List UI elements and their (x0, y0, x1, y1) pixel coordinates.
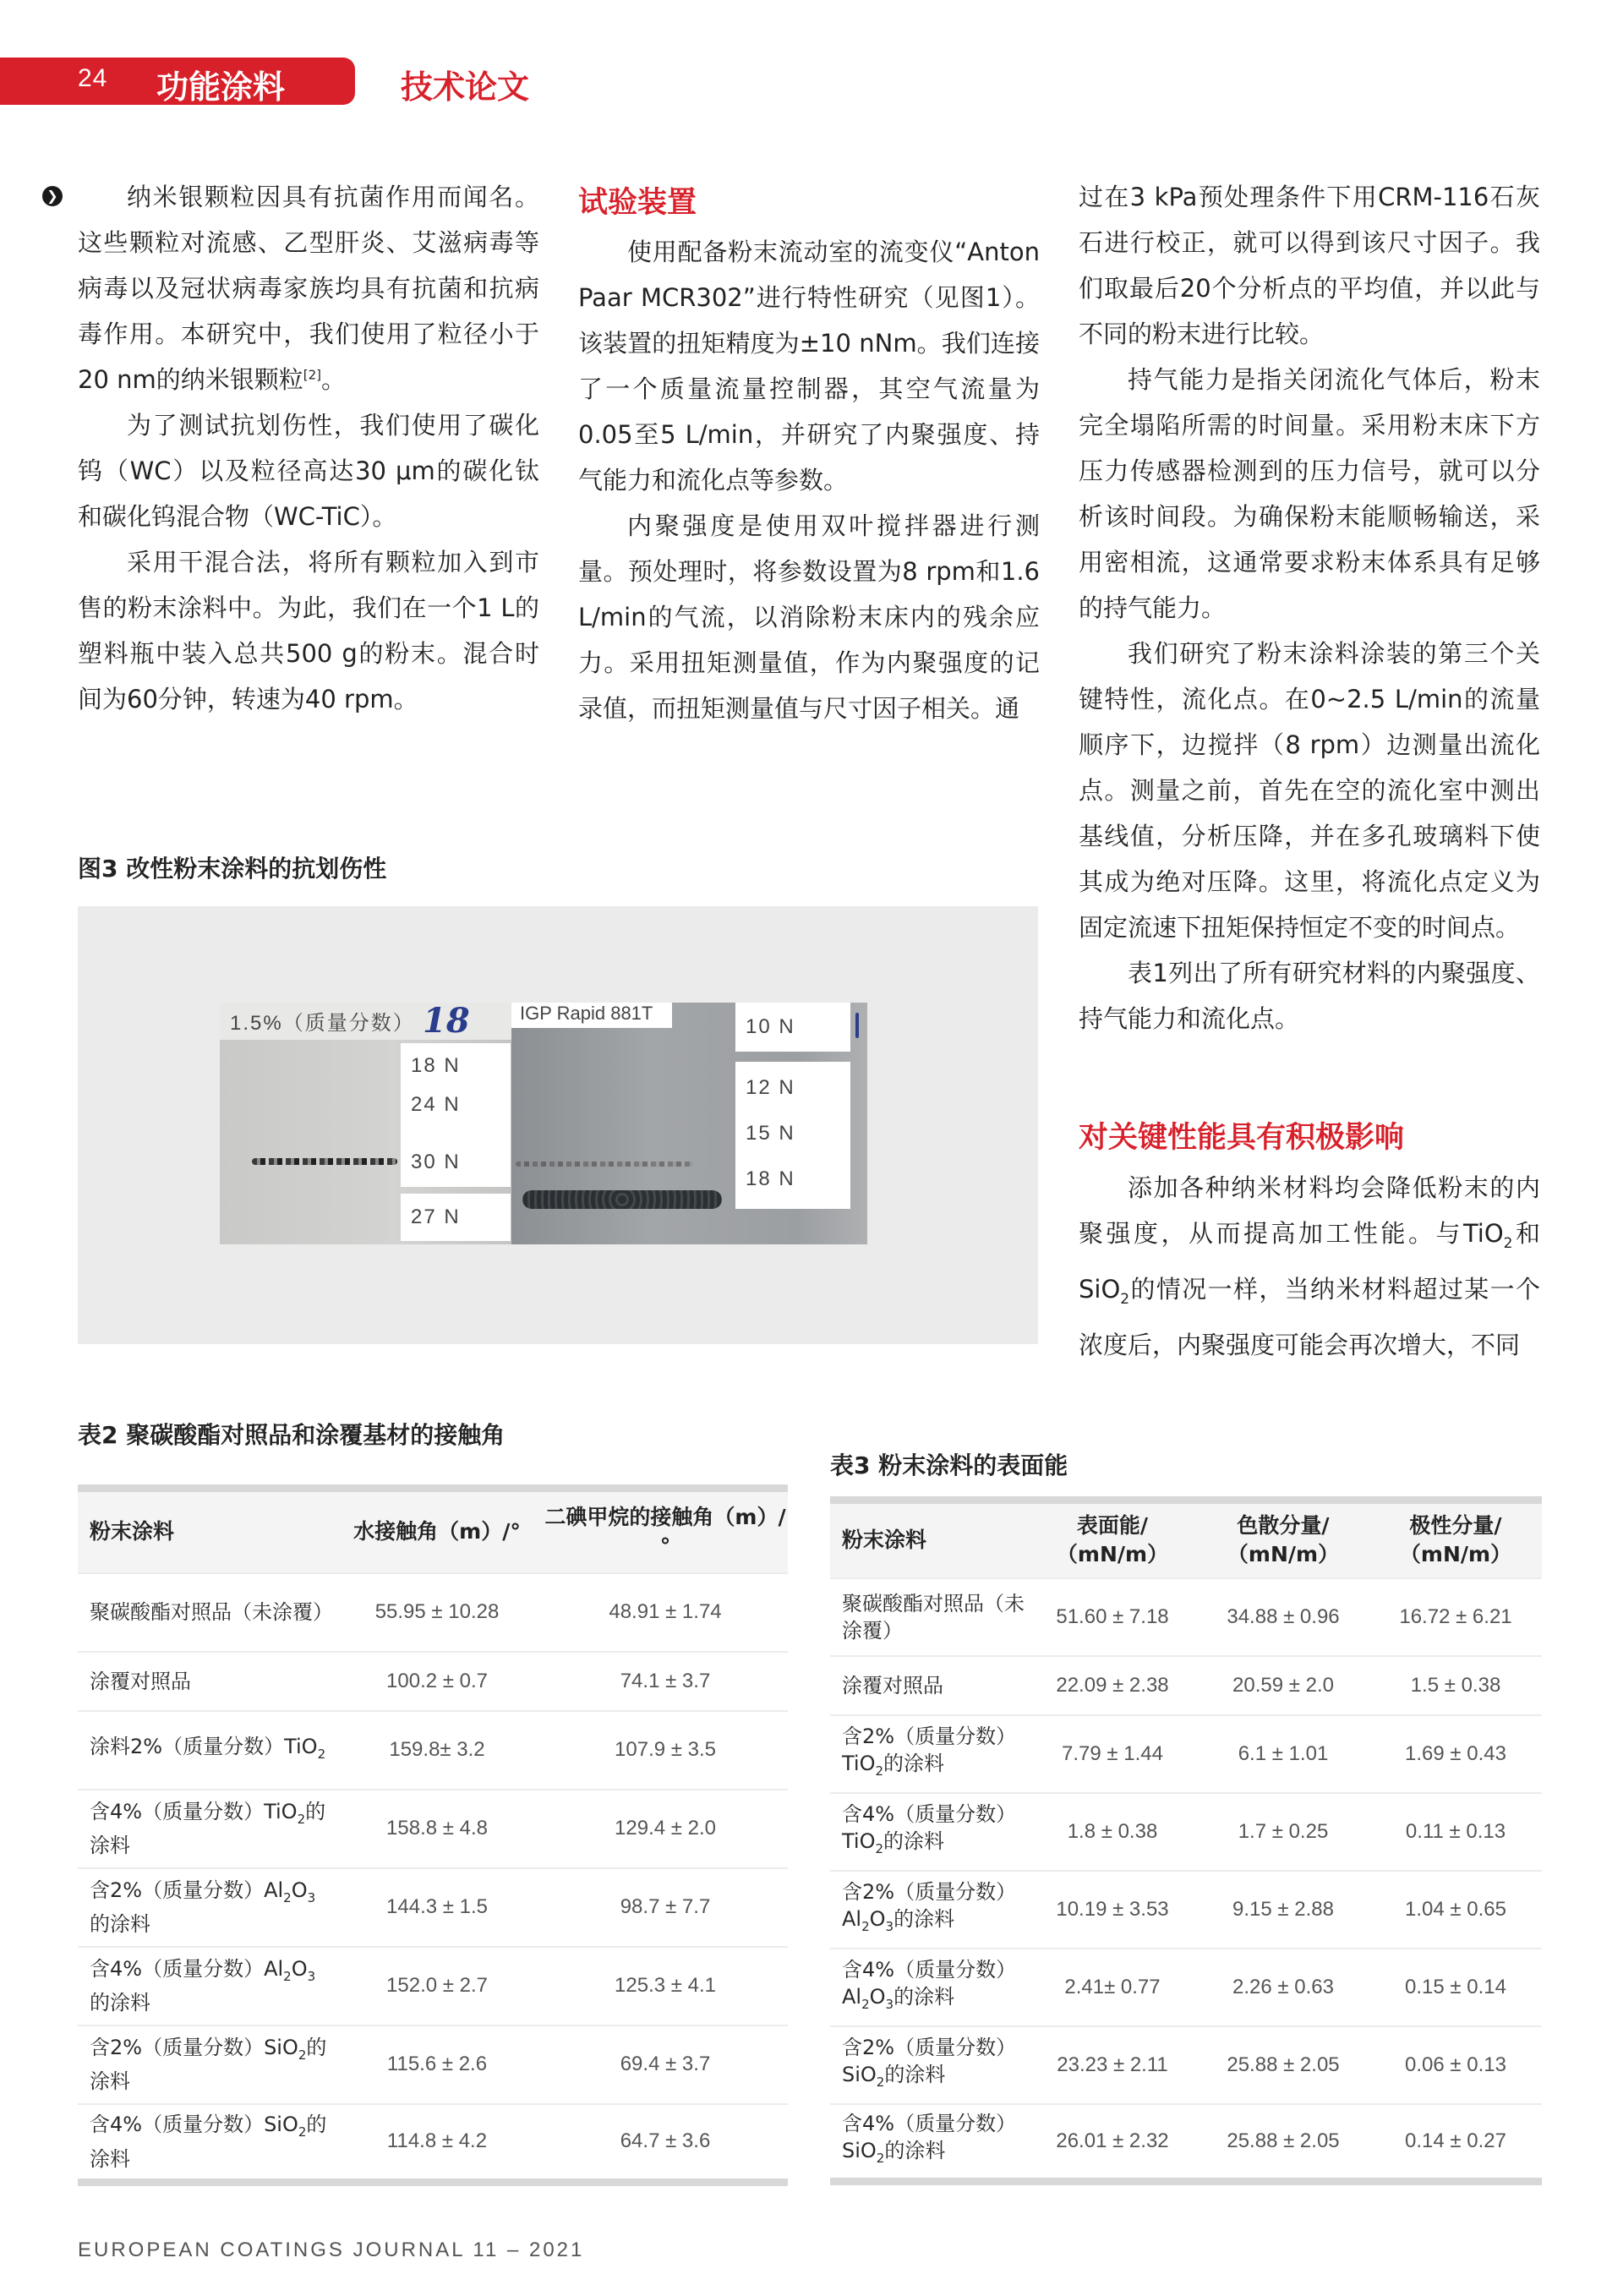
paragraph: 使用配备粉末流动室的流变仪“Anton Paar MCR302”进行特性研究（见图1）。该装置的扭矩精度为±10 nNm。我们连接了一个质量流量控制器，其空气流量为0.05至5 L/min，并研究了内聚强度、持气能力和流化点等参数。 (578, 238, 1040, 495)
table-row (830, 1871, 1542, 1949)
subscript: 2 (875, 1840, 884, 1856)
material-name-text: 聚碳酸酯对照品（未涂覆） (842, 1591, 1025, 1643)
table-cell-polar: 0.11 ± 0.13 (1405, 1819, 1506, 1843)
column-header: 二碘甲烷的接触角（m）/° (544, 1505, 786, 1559)
load-label: 15 N (746, 1122, 795, 1145)
material-name-text: O (869, 1907, 886, 1932)
material-name (78, 1947, 331, 2025)
table-cell-surface: 1.8 ± 0.38 (1067, 1819, 1158, 1843)
journal-footer: EUROPEAN COATINGS JOURNAL 11 – 2021 (78, 2239, 585, 2261)
table-cell-diiodo: 107.9 ± 3.5 (615, 1738, 716, 1761)
material-name-text: 的涂料 (90, 1799, 326, 1858)
load-label: 30 N (411, 1151, 461, 1173)
material-name (830, 1578, 1028, 1656)
column-1 (78, 174, 539, 722)
material-name-text: O (291, 1878, 308, 1902)
table-cell-water: 114.8 ± 4.2 (386, 2129, 488, 2153)
scratch-test-photo (220, 1003, 867, 1244)
scratch-mark (522, 1190, 722, 1209)
table-cell-water: 159.8± 3.2 (389, 1738, 485, 1761)
load-label-10n (735, 1003, 850, 1052)
load-labels-right (735, 1062, 850, 1209)
product-label: IGP Rapid 881T (511, 1003, 672, 1028)
paragraph-text: 纳米银颗粒因具有抗菌作用而闻名。这些颗粒对流感、乙型肝炎、艾滋病毒等病毒以及冠状病毒家族均具有抗菌和抗病毒作用。本研究中，我们使用了粒径小于20 nm的纳米银颗粒 (78, 183, 539, 394)
table-header-row (78, 1489, 788, 1573)
table-cell-surface: 51.60 ± 7.18 (1056, 1604, 1169, 1628)
table-row (830, 1578, 1542, 1656)
subscript: 2 (298, 2047, 307, 2063)
table-cell-dispersive: 1.7 ± 0.25 (1238, 1819, 1329, 1843)
table-cell-water: 144.3 ± 1.5 (386, 1895, 488, 1918)
table-row (830, 1715, 1542, 1793)
table-row (78, 2104, 788, 2183)
load-label-27n (401, 1194, 511, 1241)
paragraph: 为了测试抗划伤性，我们使用了碳化钨（WC）以及粒径高达30 μm的碳化钛和碳化钨混合物（WC-TiC）。 (78, 411, 539, 531)
subscript: 2 (317, 1746, 326, 1762)
paragraph-text: 添加各种纳米材料均会降低粉末的内聚强度，从而提高加工性能。与TiO (1079, 1173, 1540, 1248)
material-name-text: 含4%（质量分数）Al (842, 1958, 1017, 2009)
material-name-text: 含4%（质量分数）SiO (90, 2112, 298, 2136)
scratch-mark (252, 1158, 397, 1165)
table-cell-diiodo: 69.4 ± 3.7 (620, 2053, 711, 2075)
table-row (78, 1711, 788, 1790)
material-name-text: 的涂料 (90, 1912, 150, 1937)
material-name (78, 2025, 331, 2104)
material-name (830, 1949, 1028, 2026)
table-cell-dispersive: 25.88 ± 2.05 (1227, 2053, 1340, 2076)
paragraph: 表1列出了所有研究材料的内聚强度、持气能力和流化点。 (1079, 959, 1540, 1033)
table-row (78, 1790, 788, 1868)
material-name (78, 2104, 331, 2183)
table-cell-dispersive: 20.59 ± 2.0 (1232, 1673, 1334, 1697)
column-header: 粉末涂料 (90, 1519, 175, 1544)
material-name (78, 1652, 331, 1711)
material-name (830, 1656, 1028, 1715)
material-name (830, 1715, 1028, 1793)
column-header: 水接触角（m）/° (353, 1519, 521, 1544)
table-cell-water: 100.2 ± 0.7 (386, 1669, 488, 1692)
table-cell-polar: 1.69 ± 0.43 (1405, 1741, 1506, 1765)
table-cell-polar: 0.06 ± 0.13 (1405, 2053, 1506, 2076)
table-row (830, 1949, 1542, 2026)
paragraph: 内聚强度是使用双叶搅拌器进行测量。预处理时，将参数设置为8 rpm和1.6 L/min的气流，以消除粉末床内的残余应力。采用扭矩测量值，作为内聚强度的记录值，而扭矩测量值与尺寸因子相关。通 (578, 511, 1040, 723)
reference-marker: [2] (303, 367, 321, 383)
table-cell-surface: 22.09 ± 2.38 (1056, 1673, 1169, 1697)
table-row (830, 2104, 1542, 2182)
concentration-label-text: 1.5%（质量分数） (230, 1012, 415, 1035)
material-name-text: 含2%（质量分数）TiO (842, 1725, 1017, 1776)
table-cell-diiodo: 48.91 ± 1.74 (609, 1600, 722, 1623)
table-cell-polar: 16.72 ± 6.21 (1399, 1604, 1512, 1628)
table-row (78, 1947, 788, 2025)
subscript: 3 (307, 1968, 316, 1984)
subscript: 3 (307, 1889, 316, 1905)
subscript: 2 (875, 1763, 884, 1779)
material-name (830, 1871, 1028, 1949)
table-cell-water: 115.6 ± 2.6 (386, 2053, 488, 2075)
table-header-row (830, 1501, 1542, 1578)
figure-caption: 图3 改性粉末涂料的抗划伤性 (78, 855, 387, 883)
table-row (830, 1793, 1542, 1871)
subscript: 3 (885, 1996, 894, 2012)
material-name-text: 的涂料 (884, 2139, 946, 2163)
paragraph-text: 和SiO (1079, 1219, 1540, 1304)
load-label: 27 N (411, 1205, 461, 1228)
load-label: 18 N (411, 1054, 461, 1077)
material-name-text: 含4%（质量分数）Al (90, 1956, 284, 1981)
contact-angle-table (78, 1484, 788, 2186)
material-name-text: 含2%（质量分数）SiO (90, 2035, 298, 2059)
material-name (830, 2104, 1028, 2182)
subscript: 2 (283, 1889, 292, 1905)
material-name-text: 的涂料 (893, 1907, 955, 1932)
material-name-text: 含2%（质量分数）Al (90, 1878, 284, 1902)
material-name-text: 的涂料 (884, 2063, 946, 2087)
material-name-text: 的涂料 (90, 2112, 327, 2171)
table-cell-surface: 7.79 ± 1.44 (1062, 1741, 1163, 1765)
table-cell-surface: 26.01 ± 2.32 (1056, 2129, 1169, 2152)
table-cell-surface: 23.23 ± 2.11 (1057, 2053, 1168, 2076)
scratch-mark (516, 1162, 693, 1167)
paragraph-text: 。 (321, 365, 347, 394)
material-name-text: 的涂料 (90, 1991, 150, 2015)
subscript: 3 (885, 1918, 894, 1934)
table-row (78, 1868, 788, 1947)
material-name-text: O (869, 1985, 886, 2009)
column-header: 粉末涂料 (842, 1528, 927, 1553)
table-cell-polar: 0.14 ± 0.27 (1405, 2129, 1506, 2152)
table-row (830, 1656, 1542, 1715)
table-cell-water: 158.8 ± 4.8 (386, 1817, 488, 1840)
table-cell-dispersive: 25.88 ± 2.05 (1227, 2129, 1340, 2152)
table-row (78, 1573, 788, 1652)
table-cell-diiodo: 64.7 ± 3.6 (620, 2129, 711, 2153)
material-name-text: 含4%（质量分数）SiO (842, 2112, 1017, 2163)
paragraph: 过在3 kPa预处理条件下用CRM-116石灰石进行校正，就可以得到该尺寸因子。我们取最后20个分析点的平均值，并以此与不同的粉末进行比较。 (1079, 183, 1540, 348)
subscript: 2 (861, 1996, 870, 2012)
table-cell-diiodo: 74.1 ± 3.7 (620, 1669, 711, 1692)
material-name-text: 涂覆对照品 (842, 1673, 943, 1697)
material-name-text: 聚碳酸酯对照品（未涂覆） (90, 1600, 333, 1624)
table-row (830, 2026, 1542, 2104)
table-cell-surface: 10.19 ± 3.53 (1056, 1897, 1169, 1921)
paragraph: 采用干混合法，将所有颗粒加入到市售的粉末涂料中。为此，我们在一个1 L的塑料瓶中装入总共500 g的粉末。混合时间为60分钟，转速为40 rpm。 (78, 548, 539, 713)
subscript: 2 (283, 1968, 292, 1984)
paragraph-text: 的情况一样，当纳米材料超过某一个浓度后，内聚强度可能会再次增大，不同 (1079, 1274, 1540, 1359)
material-name-text: 含2%（质量分数）Al (842, 1880, 1017, 1932)
table-cell-water: 55.95 ± 10.28 (374, 1600, 500, 1623)
load-labels-upper (401, 1043, 511, 1138)
material-name (78, 1711, 331, 1790)
material-name-text: 的涂料 (893, 1985, 955, 2009)
column-header: 极性分量/（mN/m） (1399, 1513, 1512, 1567)
material-name-text: 涂覆对照品 (90, 1669, 191, 1693)
paragraph: 持气能力是指关闭流化气体后，粉末完全塌陷所需的时间量。采用粉末床下方压力传感器检测到的压力信号，就可以分析该时间段。为确保粉末能顺畅输送，采用密相流，这通常要求粉末体系具有足够的持气能力。 (1079, 365, 1540, 622)
subscript: 2 (876, 2151, 885, 2167)
material-name-text: 涂料2%（质量分数）TiO (90, 1734, 318, 1758)
handwritten-number: 18 (423, 1003, 470, 1041)
table-cell-diiodo: 98.7 ± 7.7 (620, 1895, 711, 1918)
column-header: 表面能/（mN/m） (1056, 1513, 1169, 1567)
table-cell-dispersive: 9.15 ± 2.88 (1232, 1897, 1334, 1921)
table-cell-polar: 0.15 ± 0.14 (1405, 1975, 1506, 1998)
table-cell-diiodo: 125.3 ± 4.1 (615, 1974, 716, 1997)
material-name-text: 的涂料 (90, 2035, 327, 2094)
material-name (78, 1573, 331, 1652)
load-label: 18 N (746, 1167, 795, 1190)
load-label: 10 N (746, 1015, 795, 1038)
material-name (830, 1793, 1028, 1871)
material-name (78, 1868, 331, 1947)
section-heading: 对关键性能具有积极影响 (1079, 1121, 1405, 1155)
table-caption: 表2 聚碳酸酯对照品和涂覆基材的接触角 (78, 1421, 505, 1449)
material-name-text: 的涂料 (883, 1752, 945, 1776)
table-cell-dispersive: 6.1 ± 1.01 (1238, 1741, 1329, 1765)
table-row (78, 1652, 788, 1711)
material-name-text: 的涂料 (883, 1829, 945, 1854)
subscript: 2 (297, 1811, 306, 1827)
pen-mark (855, 1013, 859, 1038)
page-number: 24 (78, 64, 108, 92)
section-heading: 试验装置 (578, 186, 697, 220)
material-name-text: O (291, 1956, 308, 1981)
load-label: 12 N (746, 1076, 795, 1099)
table-cell-diiodo: 129.4 ± 2.0 (615, 1817, 716, 1840)
material-name-text: 含4%（质量分数）TiO (842, 1802, 1017, 1854)
paragraph: 我们研究了粉末涂料涂装的第三个关键特性，流化点。在0~2.5 L/min的流量顺序下，边搅拌（8 rpm）边测量出流化点。测量之前，首先在空的流化室中测出基线值，分析压降，并在多孔玻璃料下使其成为绝对压降。这里，将流化点定义为固定流速下扭矩保持恒定不变的时间点。 (1079, 639, 1540, 942)
material-name (830, 2026, 1028, 2104)
table-row (78, 2025, 788, 2104)
material-name-text: 含4%（质量分数）TiO (90, 1799, 298, 1823)
table-cell-polar: 1.04 ± 0.65 (1405, 1897, 1506, 1921)
paragraph (78, 174, 539, 402)
material-name (78, 1790, 331, 1868)
table-cell-polar: 1.5 ± 0.38 (1410, 1673, 1501, 1697)
column-header: 色散分量/（mN/m） (1227, 1513, 1340, 1567)
section-name: 功能涂料 (156, 68, 286, 106)
table-cell-dispersive: 2.26 ± 0.63 (1232, 1975, 1334, 1998)
article-type: 技术论文 (401, 68, 530, 106)
table-cell-surface: 2.41± 0.77 (1064, 1975, 1161, 1998)
table-caption: 表3 粉末涂料的表面能 (830, 1451, 1068, 1479)
table-cell-water: 152.0 ± 2.7 (386, 1974, 488, 1997)
subscript: 2 (876, 2074, 885, 2090)
subscript: 2 (298, 2124, 307, 2140)
surface-energy-table (830, 1496, 1542, 2185)
load-label-30n (401, 1138, 511, 1187)
load-label: 24 N (411, 1093, 461, 1116)
paragraph: 添加各种纳米材料均会降低粉末的内聚强度，从而提高加工性能。与TiO$_2$和SiO$_2$的情况一样，当纳米材料超过某一个浓度后，内聚强度可能会再次增大，不同 (1079, 1173, 1540, 1359)
subscript: 2 (861, 1918, 870, 1934)
column-3 (1079, 174, 1540, 1041)
material-name-text: 含2%（质量分数）SiO (842, 2036, 1017, 2087)
continue-arrow-icon: ❯ (42, 186, 63, 206)
column-2 (578, 229, 1040, 731)
table-cell-dispersive: 34.88 ± 0.96 (1227, 1604, 1340, 1628)
column-3-continued (1079, 1165, 1540, 1368)
